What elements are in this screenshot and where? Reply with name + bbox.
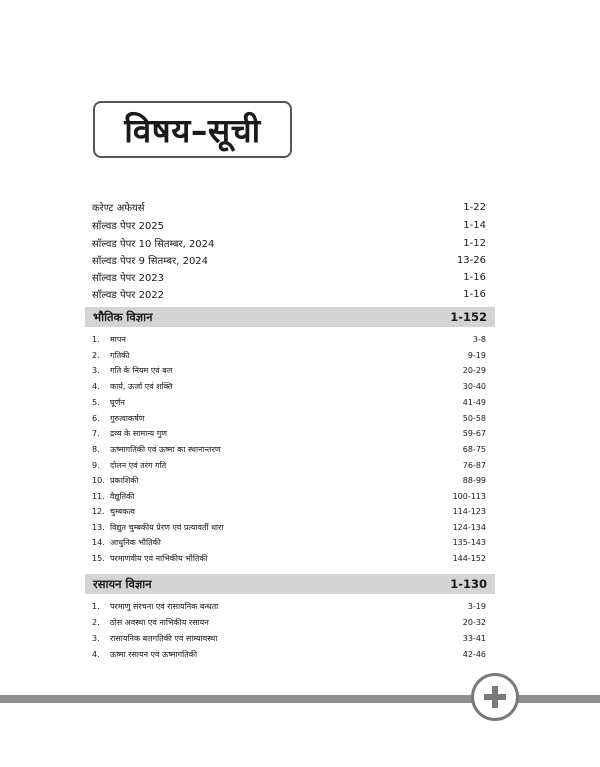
toc-item-number: 2. <box>92 350 100 360</box>
toc-item-number: 8. <box>92 444 100 454</box>
page-title: विषय–सूची <box>124 111 261 150</box>
toc-item-pages: 30-40 <box>462 381 486 391</box>
toc-item-label: आधुनिक भौतिकी <box>110 537 161 547</box>
section-title: रसायन विज्ञान <box>93 576 152 591</box>
toc-item-pages: 88-99 <box>462 475 486 485</box>
toc-item-number: 3. <box>92 365 100 375</box>
toc-item-number: 3. <box>92 633 100 643</box>
toc-entry-label: सॉल्वड पेपर 9 सितम्बर, 2024 <box>92 256 209 267</box>
toc-item-label: ऊष्मा रसायन एवं ऊष्मागतिकी <box>110 649 198 659</box>
toc-entry[interactable] <box>92 234 486 252</box>
toc-entry-pages: 13-26 <box>456 254 486 266</box>
toc-item-label: कार्य, ऊर्जा एवं शक्ति <box>110 381 173 391</box>
toc-entry-label: सॉल्वड पेपर 10 सितम्बर, 2024 <box>92 239 215 250</box>
toc-item[interactable] <box>92 519 486 535</box>
toc-item[interactable] <box>92 503 486 519</box>
toc-item-pages: 68-75 <box>462 444 486 454</box>
toc-item-number: 1. <box>92 334 100 344</box>
toc-item-pages: 20-29 <box>462 365 486 375</box>
toc-item-pages: 3-8 <box>472 334 486 344</box>
toc-item[interactable] <box>92 425 486 441</box>
toc-item-number: 1. <box>92 601 100 611</box>
toc-item[interactable] <box>92 646 486 662</box>
toc-entry[interactable] <box>92 198 486 216</box>
toc-item-label: ठोस अवस्था एवं नाभिकीय रसायन <box>110 617 209 627</box>
toc-item[interactable] <box>92 457 486 473</box>
toc-entry[interactable] <box>92 251 486 269</box>
toc-item-label: परमाणवीय एवं नाभिकीय भौतिकी <box>110 553 208 563</box>
section-title: भौतिक विज्ञान <box>93 309 153 324</box>
toc-item-label: गतिकी <box>110 350 130 360</box>
toc-item[interactable] <box>92 331 486 347</box>
toc-item-pages: 144-152 <box>452 553 486 563</box>
toc-item-pages: 114-123 <box>452 506 486 516</box>
plus-icon <box>471 673 519 721</box>
toc-entry-pages: 1-16 <box>463 271 486 283</box>
toc-entry-label: सॉल्वड पेपर 2022 <box>92 290 165 301</box>
toc-item[interactable] <box>92 598 486 614</box>
toc-item-label: गति के नियम एवं बल <box>110 365 173 375</box>
toc-entry-label: सॉल्वड पेपर 2023 <box>92 273 165 284</box>
toc-item-pages: 124-134 <box>452 522 486 532</box>
toc-item-number: 2. <box>92 617 100 627</box>
toc-item-pages: 3-19 <box>467 601 486 611</box>
toc-item-label: दोलन एवं तरंग गति <box>110 460 167 470</box>
toc-item-number: 12. <box>92 506 105 516</box>
toc-item-pages: 59-67 <box>462 428 486 438</box>
toc-item-pages: 135-143 <box>452 537 486 547</box>
section-pages: 1-152 <box>450 310 487 324</box>
toc-item[interactable] <box>92 441 486 457</box>
toc-entry-pages: 1-14 <box>463 219 486 231</box>
section-header-chemistry[interactable] <box>85 574 495 594</box>
toc-item-pages: 100-113 <box>452 491 486 501</box>
toc-entry-label: करेण्ट अफेयर्स <box>92 203 145 214</box>
toc-item[interactable] <box>92 614 486 630</box>
toc-entry-label: सॉल्वड पेपर 2025 <box>92 221 165 232</box>
toc-item-label: प्रकाशिकी <box>110 475 139 485</box>
toc-item-label: मापन <box>110 334 126 344</box>
toc-item-pages: 20-32 <box>462 617 486 627</box>
toc-entry-pages: 1-16 <box>463 288 486 300</box>
toc-entry-pages: 1-22 <box>463 201 486 213</box>
toc-item-pages: 50-58 <box>462 413 486 423</box>
toc-item-label: रासायनिक बलगतिकी एवं साम्यावस्था <box>110 633 218 643</box>
toc-item-label: वैद्युतिकी <box>110 491 135 501</box>
toc-item-number: 11. <box>92 491 105 501</box>
toc-item-number: 4. <box>92 381 100 391</box>
toc-item-pages: 42-46 <box>462 649 486 659</box>
toc-item[interactable] <box>92 410 486 426</box>
section-header-physics[interactable] <box>85 307 495 327</box>
toc-item[interactable] <box>92 550 486 566</box>
toc-item-number: 13. <box>92 522 105 532</box>
toc-item[interactable] <box>92 534 486 550</box>
toc-entry-pages: 1-12 <box>463 237 486 249</box>
toc-item-pages: 33-41 <box>462 633 486 643</box>
toc-item[interactable] <box>92 347 486 363</box>
toc-entry[interactable] <box>92 216 486 234</box>
toc-entry[interactable] <box>92 285 486 303</box>
toc-item-number: 5. <box>92 397 100 407</box>
section-pages: 1-130 <box>450 577 487 591</box>
toc-item-label: घूर्णन <box>110 397 125 407</box>
toc-item-number: 15. <box>92 553 105 563</box>
toc-item-label: द्रव्य के सामान्य गुण <box>110 428 168 438</box>
toc-item-pages: 76-87 <box>462 460 486 470</box>
toc-item-number: 9. <box>92 460 100 470</box>
toc-item[interactable] <box>92 378 486 394</box>
toc-item-number: 10. <box>92 475 105 485</box>
toc-item[interactable] <box>92 394 486 410</box>
toc-item-label: विद्युत चुम्बकीय प्रेरण एवं प्रत्यावर्ती धारा <box>110 522 224 532</box>
toc-item-pages: 41-49 <box>462 397 486 407</box>
toc-item-pages: 9-19 <box>467 350 486 360</box>
title-box <box>93 101 292 158</box>
toc-item-number: 7. <box>92 428 100 438</box>
toc-entry[interactable] <box>92 268 486 286</box>
toc-item-number: 6. <box>92 413 100 423</box>
toc-item-number: 14. <box>92 537 105 547</box>
toc-item[interactable] <box>92 630 486 646</box>
toc-item[interactable] <box>92 362 486 378</box>
toc-item-label: परमाणु संरचना एवं रासायनिक बन्धता <box>110 601 219 611</box>
toc-item[interactable] <box>92 488 486 504</box>
toc-item[interactable] <box>92 472 486 488</box>
toc-item-number: 4. <box>92 649 100 659</box>
toc-item-label: चुम्बकत्व <box>110 506 135 516</box>
toc-item-label: ऊष्मागतिकी एवं ऊष्मा का स्थानान्तरण <box>110 444 221 454</box>
toc-item-label: गुरुत्वाकर्षण <box>110 413 145 423</box>
